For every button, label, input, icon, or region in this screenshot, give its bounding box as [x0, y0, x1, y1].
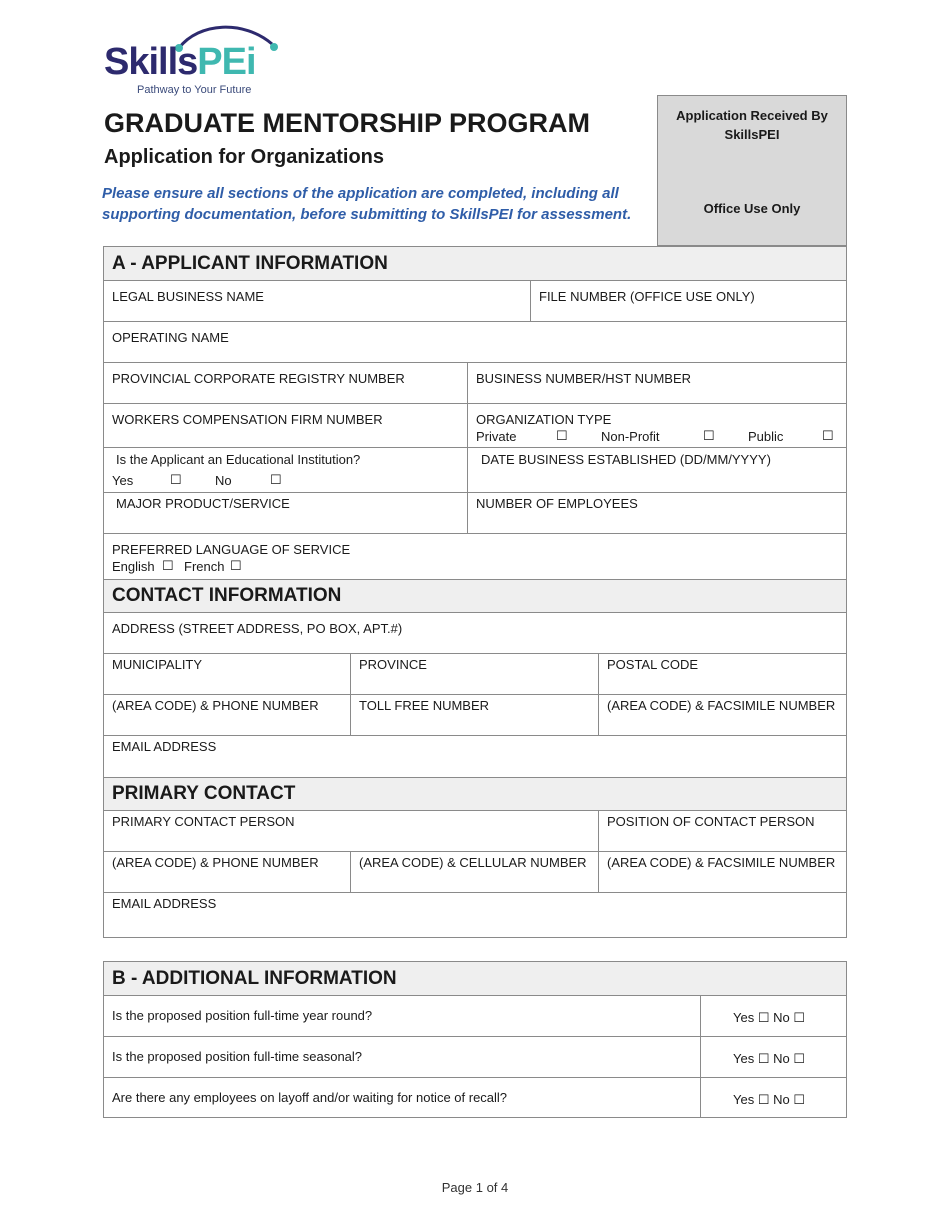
- office-use-box: [657, 95, 847, 246]
- org-private-checkbox[interactable]: ☐: [556, 428, 568, 443]
- municipality-field[interactable]: [103, 653, 351, 695]
- address-label: ADDRESS (STREET ADDRESS, PO BOX, APT.#): [112, 621, 403, 636]
- operating-name-field[interactable]: [103, 321, 847, 363]
- contact-fax-field[interactable]: [598, 694, 847, 736]
- section-a-title: A - APPLICANT INFORMATION: [112, 253, 388, 274]
- contact-email-field[interactable]: [103, 735, 847, 778]
- workers-comp-label: WORKERS COMPENSATION FIRM NUMBER: [112, 412, 383, 427]
- question-text: Are there any employees on layoff and/or waiting for notice of recall?: [112, 1090, 508, 1105]
- legal-business-name-label: LEGAL BUSINESS NAME: [112, 289, 264, 304]
- address-field[interactable]: [103, 612, 847, 654]
- date-established-label: DATE BUSINESS ESTABLISHED (DD/MM/YYYY): [481, 452, 771, 467]
- question-answer[interactable]: [700, 1077, 847, 1118]
- toll-free-field[interactable]: [350, 694, 599, 736]
- primary-email-label: EMAIL ADDRESS: [112, 896, 217, 911]
- provincial-registry-label: PROVINCIAL CORPORATE REGISTRY NUMBER: [112, 371, 405, 386]
- application-received-label: Application Received By SkillsPEI: [676, 108, 828, 142]
- business-number-field[interactable]: [467, 362, 847, 404]
- provincial-registry-field[interactable]: [103, 362, 468, 404]
- instructions-note: Please ensure all sections of the application are completed, including all supporting documentation, before submitting to SkillsPEI for assessment.: [102, 185, 632, 223]
- question-row: [103, 995, 701, 1037]
- primary-person-field[interactable]: [103, 810, 599, 852]
- major-product-label: MAJOR PRODUCT/SERVICE: [116, 496, 290, 511]
- page-subtitle: Application for Organizations: [104, 146, 385, 168]
- contact-phone-label: (AREA CODE) & PHONE NUMBER: [112, 698, 319, 713]
- question-answer[interactable]: [700, 1036, 847, 1078]
- lang-english-label: English: [112, 559, 155, 574]
- organization-type-field: [467, 403, 847, 448]
- edu-no-checkbox[interactable]: ☐: [270, 472, 282, 487]
- educational-institution-label: Is the Applicant an Educational Institution?: [116, 452, 361, 467]
- business-number-label: BUSINESS NUMBER/HST NUMBER: [476, 371, 692, 386]
- primary-contact-header: [103, 777, 847, 811]
- edu-yes-checkbox[interactable]: ☐: [170, 472, 182, 487]
- primary-person-label: PRIMARY CONTACT PERSON: [112, 814, 295, 829]
- primary-email-field[interactable]: [103, 892, 847, 938]
- section-b-header: [103, 961, 847, 996]
- question-row: [103, 1036, 701, 1078]
- primary-cell-field[interactable]: [350, 851, 599, 893]
- postal-code-label: POSTAL CODE: [607, 657, 699, 672]
- question-answer[interactable]: [700, 995, 847, 1037]
- position-label: POSITION OF CONTACT PERSON: [607, 814, 815, 829]
- lang-french-label: French: [184, 559, 225, 574]
- yes-no-checkboxes[interactable]: Yes ☐ No ☐: [733, 1010, 805, 1025]
- lang-french-checkbox[interactable]: ☐: [230, 558, 242, 573]
- preferred-language-label: PREFERRED LANGUAGE OF SERVICE: [112, 542, 351, 557]
- contact-phone-field[interactable]: [103, 694, 351, 736]
- org-public-checkbox[interactable]: ☐: [822, 428, 834, 443]
- num-employees-field[interactable]: [467, 492, 847, 534]
- question-text: Is the proposed position full-time year round?: [112, 1008, 373, 1023]
- organization-type-label: ORGANIZATION TYPE: [476, 412, 612, 427]
- date-established-field[interactable]: [467, 447, 847, 493]
- legal-business-name-field[interactable]: [103, 280, 531, 322]
- org-public-label: Public: [748, 429, 784, 444]
- edu-no-label: No: [215, 473, 232, 488]
- logo-wordmark: SkillsPEi: [104, 41, 256, 83]
- primary-contact-title: PRIMARY CONTACT: [112, 783, 296, 804]
- yes-no-checkboxes[interactable]: Yes ☐ No ☐: [733, 1092, 805, 1107]
- workers-comp-field[interactable]: [103, 403, 468, 448]
- primary-cell-label: (AREA CODE) & CELLULAR NUMBER: [359, 855, 587, 870]
- primary-fax-label: (AREA CODE) & FACSIMILE NUMBER: [607, 855, 836, 870]
- num-employees-label: NUMBER OF EMPLOYEES: [476, 496, 638, 511]
- province-field[interactable]: [350, 653, 599, 695]
- page-title: GRADUATE MENTORSHIP PROGRAM: [104, 108, 591, 138]
- section-a-header: [103, 246, 847, 281]
- org-nonprofit-checkbox[interactable]: ☐: [703, 428, 715, 443]
- contact-email-label: EMAIL ADDRESS: [112, 739, 217, 754]
- position-field[interactable]: [598, 810, 847, 852]
- file-number-field: [530, 280, 847, 322]
- toll-free-label: TOLL FREE NUMBER: [359, 698, 490, 713]
- major-product-field[interactable]: [103, 492, 468, 534]
- contact-info-header: [103, 579, 847, 613]
- primary-phone-label: (AREA CODE) & PHONE NUMBER: [112, 855, 319, 870]
- page-number: Page 1 of 4: [441, 1180, 509, 1195]
- contact-info-title: CONTACT INFORMATION: [112, 585, 342, 606]
- org-nonprofit-label: Non-Profit: [601, 429, 660, 444]
- section-b-title: B - ADDITIONAL INFORMATION: [112, 968, 397, 989]
- preferred-language-field: [103, 533, 847, 580]
- office-use-label: Office Use Only: [703, 201, 801, 216]
- logo-tagline: Pathway to Your Future: [137, 84, 252, 96]
- question-row: [103, 1077, 701, 1118]
- primary-phone-field[interactable]: [103, 851, 351, 893]
- province-label: PROVINCE: [359, 657, 427, 672]
- lang-english-checkbox[interactable]: ☐: [162, 558, 174, 573]
- operating-name-label: OPERATING NAME: [112, 330, 229, 345]
- question-text: Is the proposed position full-time seasonal?: [112, 1049, 363, 1064]
- postal-code-field[interactable]: [598, 653, 847, 695]
- municipality-label: MUNICIPALITY: [112, 657, 203, 672]
- file-number-label: FILE NUMBER (OFFICE USE ONLY): [539, 289, 755, 304]
- primary-fax-field[interactable]: [598, 851, 847, 893]
- educational-institution-field: [103, 447, 468, 493]
- skillspei-logo: [104, 14, 294, 100]
- yes-no-checkboxes[interactable]: Yes ☐ No ☐: [733, 1051, 805, 1066]
- edu-yes-label: Yes: [112, 473, 134, 488]
- org-private-label: Private: [476, 429, 517, 444]
- contact-fax-label: (AREA CODE) & FACSIMILE NUMBER: [607, 698, 836, 713]
